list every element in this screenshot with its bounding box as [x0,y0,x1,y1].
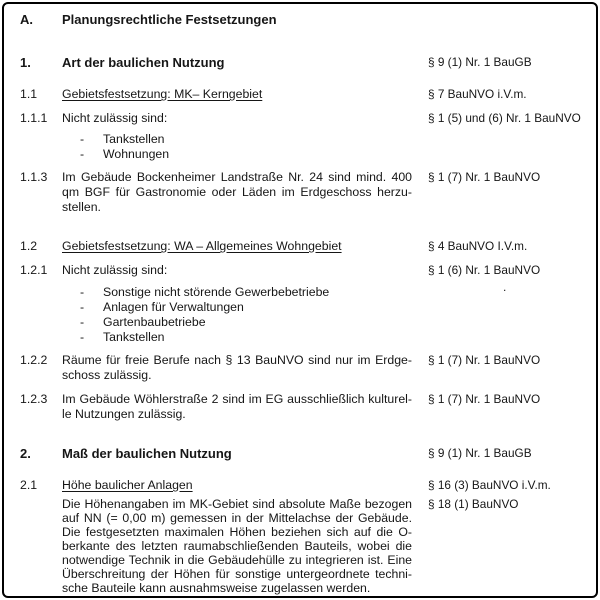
bullet-text: Tankstellen [103,330,165,344]
clause-row-1-2-3 [20,392,590,422]
bullet-text: Tankstellen [103,132,165,146]
bullet-dash: - [80,285,85,299]
clause-number: A. [20,12,33,27]
clause-text [62,353,412,383]
clause-row-1-2-1 [20,263,590,278]
clause-text: Nicht zulässig sind: [62,263,168,277]
legal-reference: § 9 (1) Nr. 1 BauGB [428,55,532,69]
clause-text [62,392,412,422]
text-line: Im Gebäude Wöhlerstraße 2 sind im EG ausschließlich kulturel- [62,392,412,406]
legal-reference: § 9 (1) Nr. 1 BauGB [428,446,532,460]
clause-row-1-1-1 [20,111,590,126]
legal-reference: § 1 (7) Nr. 1 BauNVO [428,353,541,367]
bullet-dash: - [80,132,85,146]
text-line: stellen. [62,200,101,214]
clause-number: 1.2 [20,239,38,253]
bullet-dash: - [80,300,85,314]
page-title: Planungsrechtliche Festsetzungen [62,12,277,27]
clause-text [62,170,412,215]
clause-number: 1.2.3 [20,392,48,406]
legal-reference: § 1 (7) Nr. 1 BauNVO [428,170,541,184]
clause-row-2 [20,446,590,461]
bullet-text: Wohnungen [103,147,170,161]
clause-number: 1.1.1 [20,111,48,125]
legal-reference: § 7 BauNVO i.V.m. [428,87,527,101]
clause-title: Art der baulichen Nutzung [62,55,225,70]
text-line: Die festgesetzten maximalen Höhen beziehen sich auf die O- [62,525,412,539]
legal-reference: § 4 BauNVO I.V.m. [428,239,528,253]
text-line: Überschreitung der Höhen für sonstige untergeordnete techni- [62,567,412,581]
bullet-list [20,285,590,345]
clause-title: Höhe baulicher Anlagen [62,478,193,492]
clause-row-1-2-2 [20,353,590,383]
bullet-dash: - [80,330,85,344]
clause-row-1-1 [20,87,590,102]
clause-row-2-1 [20,478,590,493]
legal-reference: § 1 (5) und (6) Nr. 1 BauNVO [428,111,581,125]
list-item [62,285,412,300]
bullet-text: Gartenbaubetriebe [103,315,206,329]
text-line: Im Gebäude Bockenheimer Landstraße Nr. 24 sind mind. 400 [62,170,412,184]
text-line: auf NN (= 0,00 m) gemessen in der Mittelachse der Gebäude. [62,511,412,525]
bullet-text: Sonstige nicht störende Gewerbebetriebe [103,285,330,299]
clause-paragraph [20,497,590,595]
clause-row-1 [20,55,590,70]
clause-number: 1.2.1 [20,263,48,277]
text-line: schoss zulässig. [62,368,152,382]
bullet-list [20,132,590,162]
text-line: qm BGF für Gastronomie oder Läden im Erdgeschoss herzu- [62,185,412,199]
text-line: notwendige Technik in die Gebäudehülle zu integrieren ist. Eine [62,553,412,567]
clause-text [62,497,412,595]
legal-reference: § 1 (7) Nr. 1 BauNVO [428,392,541,406]
list-item [62,147,412,162]
text-line: Die Höhenangaben im MK-Gebiet sind absolute Maße bezogen [62,497,412,511]
text-line: sche Bauteile kann ausnahmsweise zugelassen werden. [62,581,371,595]
clause-number: 1.2.2 [20,353,48,367]
clause-number: 1.1 [20,87,38,101]
legal-reference: § 1 (6) Nr. 1 BauNVO [428,263,541,277]
clause-number: 2. [20,446,31,461]
list-item [62,330,412,345]
clause-title: Maß der baulichen Nutzung [62,446,232,461]
list-item [62,300,412,315]
clause-text: Nicht zulässig sind: [62,111,168,125]
bullet-dash: - [80,315,85,329]
bullet-dash: - [80,147,85,161]
clause-row-1-1-3 [20,170,590,215]
legal-reference: § 18 (1) BauNVO [428,497,519,511]
clause-number: 1. [20,55,31,70]
list-item [62,132,412,147]
text-line: berkante des letzten raumabschließenden Bauteils, wobei die [62,539,412,553]
text-line: le Nutzungen zulässig. [62,407,186,421]
bullet-text: Anlagen für Verwaltungen [103,300,244,314]
clause-number: 1.1.3 [20,170,48,184]
clause-row-1-2 [20,239,590,254]
text-line: Räume für freie Berufe nach § 13 BauNVO sind nur im Erdge- [62,353,412,367]
clause-number: 2.1 [20,478,38,492]
list-item [62,315,412,330]
legal-reference: § 16 (3) BauNVO i.V.m. [428,478,551,492]
clause-row-a [20,12,590,27]
scan-artifact-dot: . [503,280,507,294]
clause-title: Gebietsfestsetzung: MK– Kerngebiet [62,87,263,101]
clause-title: Gebietsfestsetzung: WA – Allgemeines Wohngebiet [62,239,342,253]
